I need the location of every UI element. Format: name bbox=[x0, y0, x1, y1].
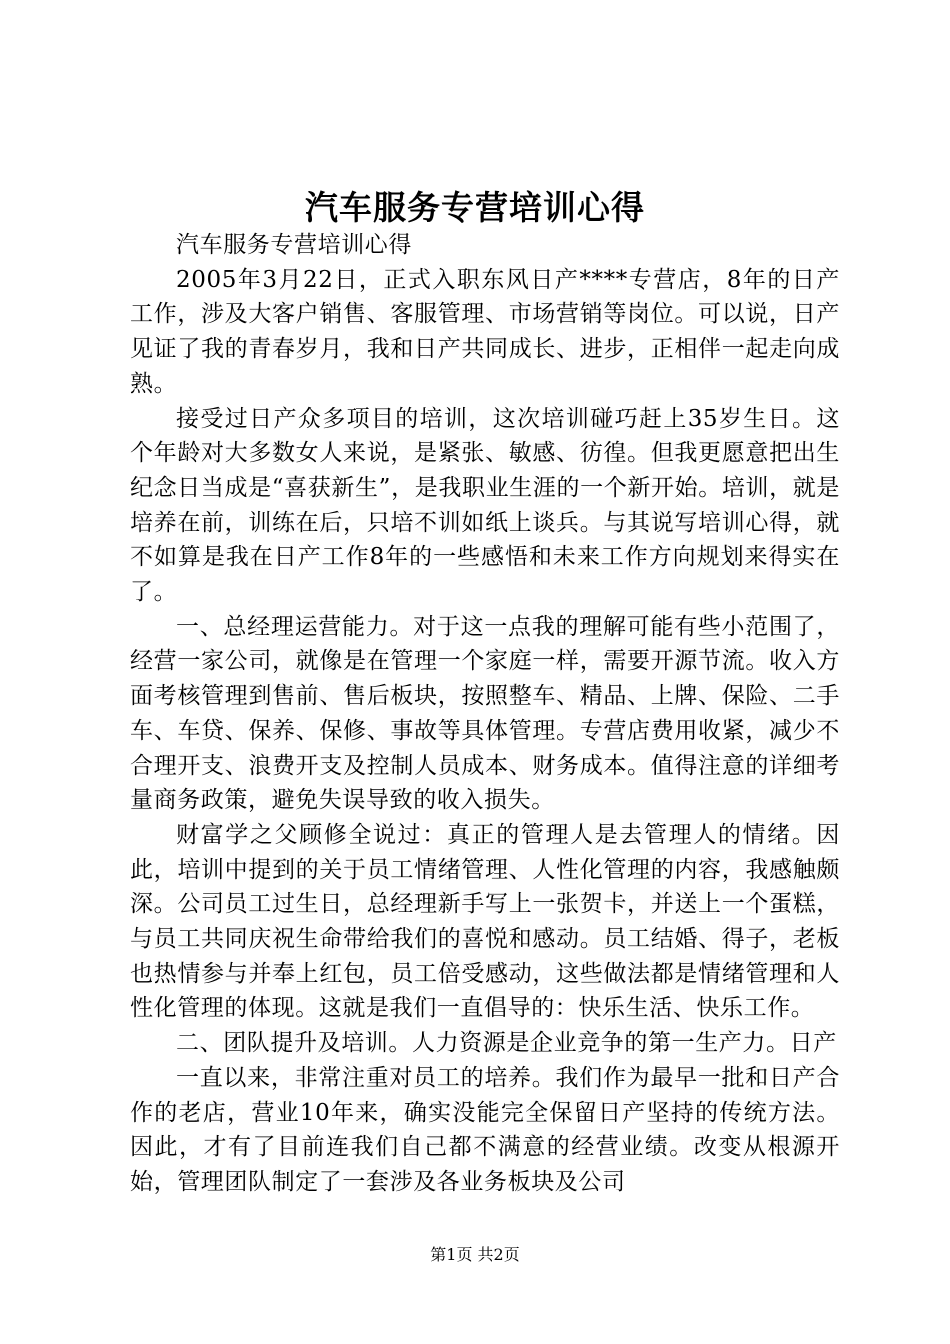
paragraph-team-training: 一直以来，非常注重对员工的培养。我们作为最早一批和日产合作的老店，营业10年来，确实没能完全保留日产坚持的传统方法。因此，才有了目前连我们自己都不满意的经营业绩。改变从根源开始，管理团队制定了一套涉及各业务板块及公司 bbox=[130, 1064, 840, 1195]
page-number-footer: 第1页 共2页 bbox=[430, 1245, 520, 1264]
paragraph-training: 接受过日产众多项目的培训，这次培训碰巧赶上35岁生日。这个年龄对大多数女人来说，是紧张、敏感、彷徨。但我更愿意把出生纪念日当成是“喜获新生”，是我职业生涯的一个新开始。培训，就是培养在前，训练在后，只培不训如纸上谈兵。与其说写培训心得，就不如算是我在日产工作8年的一些感悟和未来工作方向规划来得实在了。 bbox=[130, 405, 840, 606]
paragraph-section-one: 一、总经理运营能力。对于这一点我的理解可能有些小范围了，经营一家公司，就像是在管理一个家庭一样，需要开源节流。收入方面考核管理到售前、售后板块，按照整车、精品、上牌、保险、二手车、车贷、保养、保修、事故等具体管理。专营店费用收紧，减少不合理开支、浪费开支及控制人员成本、财务成本。值得注意的详细考量商务政策，避免失误导致的收入损失。 bbox=[130, 613, 840, 814]
paragraph-emotion-management: 财富学之父顾修全说过：真正的管理人是去管理人的情绪。因此，培训中提到的关于员工情绪管理、人性化管理的内容，我感触颇深。公司员工过生日，总经理新手写上一张贺卡，并送上一个蛋糕，与员工共同庆祝生命带给我们的喜悦和感动。员工结婚、得子，老板也热情参与并奉上红包，员工倍受感动，这些做法都是情绪管理和人性化管理的体现。这就是我们一直倡导的：快乐生活、快乐工作。 bbox=[130, 821, 840, 1022]
paragraph-section-two: 二、团队提升及培训。人力资源是企业竞争的第一生产力。日产 bbox=[176, 1030, 837, 1057]
document-title: 汽车服务专营培训心得 bbox=[305, 188, 645, 227]
paragraph-intro: 2005年3月22日，正式入职东风日产****专营店，8年的日产工作，涉及大客户销售、客服管理、市场营销等岗位。可以说，日产见证了我的青春岁月，我和日产共同成长、进步，正相伴一起走向成熟。 bbox=[130, 266, 840, 397]
document-body bbox=[130, 228, 840, 1200]
paragraph-subtitle: 汽车服务专营培训心得 bbox=[176, 232, 412, 258]
